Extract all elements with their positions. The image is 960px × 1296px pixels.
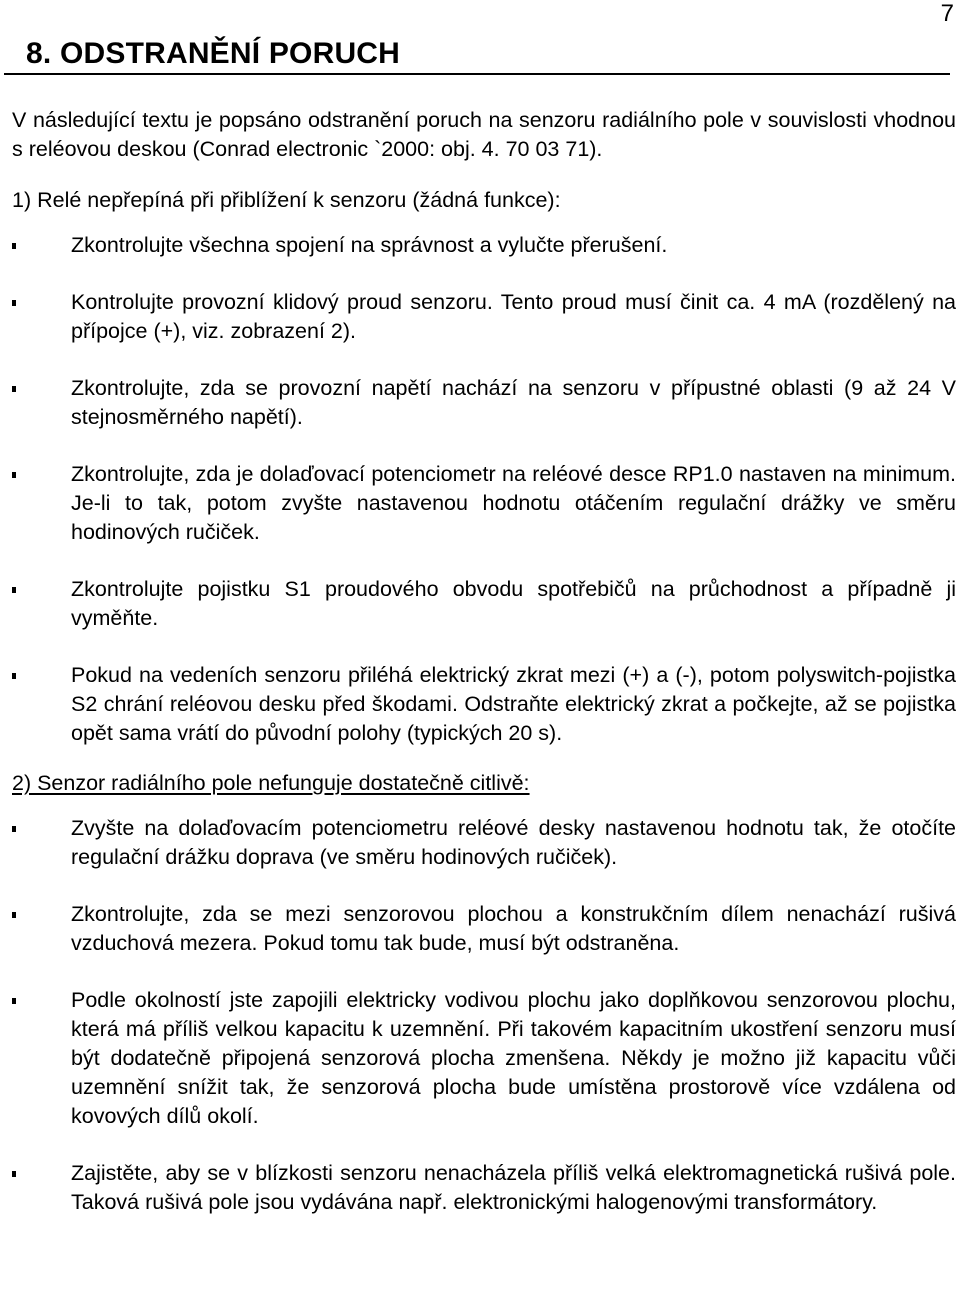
list-item-text: Zkontrolujte, zda je dolaďovací potenciometr na reléové desce RP1.0 nastaven na minimum. Je-li to tak, potom zvyšte nastavenou hodnotu otáčením regulační drážky ve směru hodinových ručiček. bbox=[71, 462, 956, 544]
bullet-icon bbox=[12, 912, 16, 918]
list-item bbox=[12, 231, 956, 260]
page-number: 7 bbox=[940, 0, 954, 27]
section-title: 2) Senzor radiálního pole nefunguje dostatečně citlivě: bbox=[12, 771, 530, 795]
list-item-text: Zkontrolujte všechna spojení na správnost a vylučte přerušení. bbox=[71, 233, 668, 257]
list-item bbox=[12, 460, 956, 547]
bullet-icon bbox=[12, 472, 16, 478]
list-item bbox=[12, 814, 956, 872]
bullet-icon bbox=[12, 1171, 16, 1177]
bullet-icon bbox=[12, 243, 16, 249]
section-title: 1) Relé nepřepíná při přiblížení k senzoru (žádná funkce): bbox=[12, 188, 561, 212]
list-item-text: Podle okolností jste zapojili elektricky vodivou plochu jako doplňkovou senzorovou plochu, která má příliš velkou kapacitu k uzemnění. Při takovém kapacitním ukostření senzoru musí být dodatečně připojená senzorová plocha zmenšena. Někdy je možno již kapacitu vůči uzemnění snížit tak, že senzorová plocha bude umístěna prostorově více vzdálena od kovových dílů okolí. bbox=[71, 988, 956, 1128]
bullet-icon bbox=[12, 826, 16, 832]
list-item bbox=[12, 288, 956, 346]
bullet-icon bbox=[12, 673, 16, 679]
list-item bbox=[12, 661, 956, 748]
list-item bbox=[12, 374, 956, 432]
bullet-icon bbox=[12, 300, 16, 306]
list-item-text: Pokud na vedeních senzoru přiléhá elektrický zkrat mezi (+) a (-), potom polyswitch-pojistka S2 chrání reléovou desku před škodami. Odstraňte elektrický zkrat a počkejte, až se pojistka opět sama vrátí do původní polohy (typických 20 s). bbox=[71, 663, 956, 745]
list-item bbox=[12, 1159, 956, 1217]
heading-rule bbox=[4, 73, 950, 75]
list-item-text: Zkontrolujte, zda se mezi senzorovou plochou a konstrukčním dílem nenachází rušivá vzduchová mezera. Pokud tomu tak bude, musí být odstraněna. bbox=[71, 902, 956, 955]
section-2 bbox=[12, 769, 956, 1217]
intro-paragraph: V následující textu je popsáno odstranění poruch na senzoru radiálního pole v souvislosti vhodnou s reléovou deskou (Conrad electronic `2000: obj. 4. 70 03 71). bbox=[12, 108, 956, 161]
chapter-heading: 8. ODSTRANĚNÍ PORUCH bbox=[26, 37, 401, 70]
list-item-text: Zajistěte, aby se v blízkosti senzoru nenacházela příliš velká elektromagnetická rušivá pole. Taková rušivá pole jsou vydávána např. elektronickými halogenovými transformátory. bbox=[71, 1161, 956, 1214]
list-item bbox=[12, 575, 956, 633]
section-1 bbox=[12, 186, 956, 748]
bullet-icon bbox=[12, 587, 16, 593]
bullet-icon bbox=[12, 998, 16, 1004]
list-item bbox=[12, 986, 956, 1131]
list-item-text: Kontrolujte provozní klidový proud senzoru. Tento proud musí činit ca. 4 mA (rozdělený na přípojce (+), viz. zobrazení 2). bbox=[71, 290, 956, 343]
list-item-text: Zvyšte na dolaďovacím potenciometru reléové desky nastavenou hodnotu tak, že otočíte regulační drážku doprava (ve směru hodinových ručiček). bbox=[71, 816, 956, 869]
document-body bbox=[12, 106, 956, 1245]
list-item-text: Zkontrolujte, zda se provozní napětí nachází na senzoru v přípustné oblasti (9 až 24 V stejnosměrného napětí). bbox=[71, 376, 956, 429]
list-item-text: Zkontrolujte pojistku S1 proudového obvodu spotřebičů na průchodnost a případně ji vyměňte. bbox=[71, 577, 956, 630]
list-item bbox=[12, 900, 956, 958]
bullet-icon bbox=[12, 386, 16, 392]
